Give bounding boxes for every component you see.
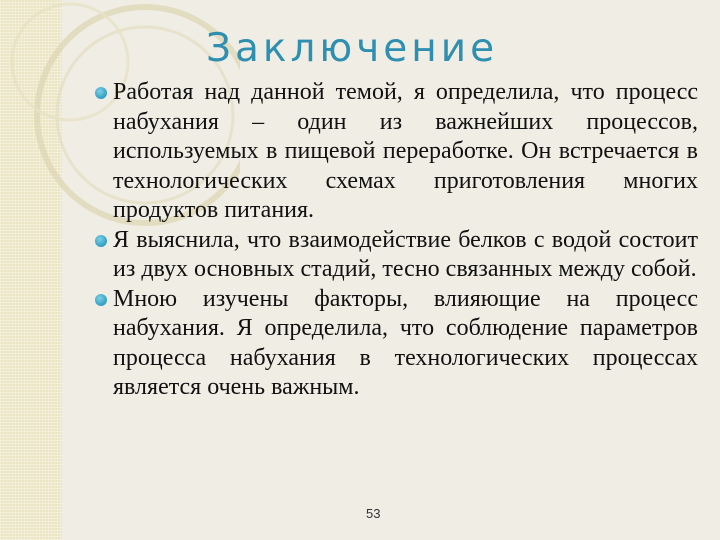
bullet-list <box>95 78 698 403</box>
list-item <box>95 78 698 226</box>
bullet-dot-icon <box>95 87 107 99</box>
page-number: 53 <box>366 506 381 521</box>
bullet-text: Я выяснила, что взаимодействие белков с водой состоит из двух основных стадий, тесно связанных между собой. <box>113 226 698 282</box>
bullet-text: Работая над данной темой, я определила, что процесс набухания – один из важнейших процессов, используемых в пищевой переработке. Он встречается в технологических схемах приготовления многих продуктов питания. <box>113 79 698 223</box>
list-item <box>95 226 698 285</box>
slide-title: Заключение <box>206 26 499 71</box>
bullet-text: Мною изучены факторы, влияющие на процесс набухания. Я определила, что соблюдение параметров процесса набухания в технологических процессах является очень важным. <box>113 285 698 400</box>
bullet-dot-icon <box>95 294 107 306</box>
bullet-dot-icon <box>95 235 107 247</box>
list-item <box>95 285 698 403</box>
